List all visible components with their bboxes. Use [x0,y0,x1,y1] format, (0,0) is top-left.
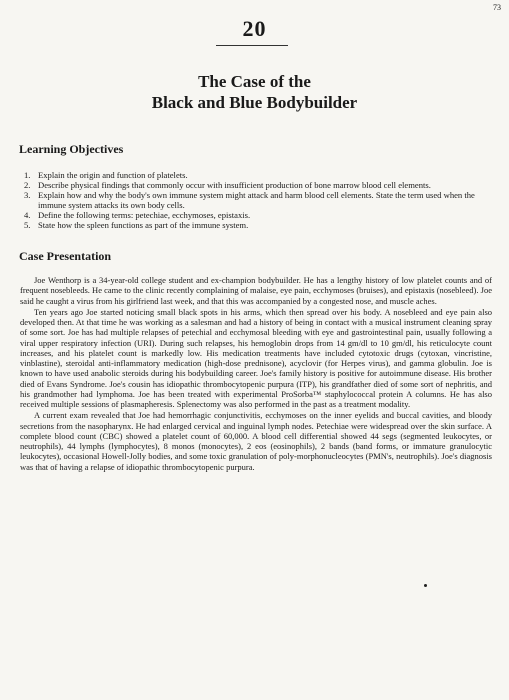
objective-number: 5. [24,220,31,230]
objective-number: 3. [24,190,31,200]
chapter-title [0,71,509,113]
objective-item [24,190,494,210]
case-presentation-heading: Case Presentation [19,249,112,263]
objective-number: 1. [24,170,31,180]
case-paragraph: Ten years ago Joe started noticing small black spots in his arms, which then spread over his body. A nosebleed and eye pain also developed then. At that time he was working as a salesman and had a history of being in contact with a musical instrument cleaning spray of some sort. Joe has had multiple relapses of petechial and ecchymosal bleeding with eye and gastrointestinal pain, usually following a viral upper respiratory infection (URI). During such relapses, his hemoglobin drops from 14 gm/dl to 10 gm/dl, his reticulocyte count increases, and his platelet count is markedly low. His medication treatments have included cytotoxic drugs (cytoxan, vincristine, vinblastine), steroidal anti-inflammatory medication (high-dose prednisone), acyclovir (for Herpes virus), and gamma globulin. Joe is known to have used anabolic steroids during his bodybuilding career. Joe's family history is positive for autoimmune disease. His brother died of Evans Syndrome. Joe's cousin has idiopathic thrombocytopenic purpura (ITP), his grandfather died of some sort of nephritis, and his grandmother had lymphoma. Joe has been treated with experimental ProSorba™ staphylococcal protein A columns. He has also received multiple sessions of plasmapheresis. Splenectomy was also performed in the past as a treatment modality. [20,306,492,409]
objective-text: State how the spleen functions as part of the immune system. [38,220,249,230]
objective-item [24,220,494,230]
objective-text: Describe physical findings that commonly occur with insufficient production of bone marrow blood cell elements. [38,180,431,190]
case-paragraph: Joe Wenthorp is a 34-year-old college student and ex-champion bodybuilder. He has a lengthy history of low platelet counts and of frequent nosebleeds. He came to the clinic recently complaining of malaise, eye pain, ecchymoses (bruises), and epistaxis (nosebleed). Joe said he caught a virus from his girlfriend last week, and that this was accompanied by a congested nose, and muscle aches. [20,275,492,306]
case-paragraph: A current exam revealed that Joe had hemorrhagic conjunctivitis, ecchymoses on the inner eyelids and buccal cavities, and bloody secretions from the nasopharynx. He had enlarged cervical and inguinal lymph nodes. Petechiae were widespread over the skin surface. A complete blood count (CBC) showed a platelet count of 60,000. A blood cell differential showed 44 segs (segmented leukocytes, or neutrophils), 44 lymphs (lymphocytes), 8 monos (monocytes), 2 eos (eosinophils), 2 bands (band forms, or immature granulocytic leukocytes), occasional Howell-Jolly bodies, and some toxic granulation of poly-morphonucleocytes (PMN's, neutrophils). Joe's diagnosis was that of having a relapse of idiopathic thrombocytopenic purpura. [20,410,492,472]
objective-item [24,180,494,190]
objective-item [24,170,494,180]
learning-objectives-heading: Learning Objectives [19,142,124,156]
learning-objectives-list [24,170,494,230]
chapter-number: 20 [242,16,267,41]
objective-text: Explain how and why the body's own immune system might attack and harm blood cell elements. State the term used when the immune system attacks its own body cells. [38,190,475,210]
objective-text: Explain the origin and function of platelets. [38,170,188,180]
objective-number: 2. [24,180,31,190]
scan-speck [424,584,427,587]
objective-item [24,210,494,220]
case-presentation-body [20,275,492,473]
objective-text: Define the following terms: petechiae, ecchymoses, epistaxis. [38,210,251,220]
page-number: 73 [493,3,501,12]
chapter-underline [216,45,288,46]
objective-number: 4. [24,210,31,220]
title-line-1: The Case of the [198,72,311,91]
title-line-2: Black and Blue Bodybuilder [151,93,358,112]
